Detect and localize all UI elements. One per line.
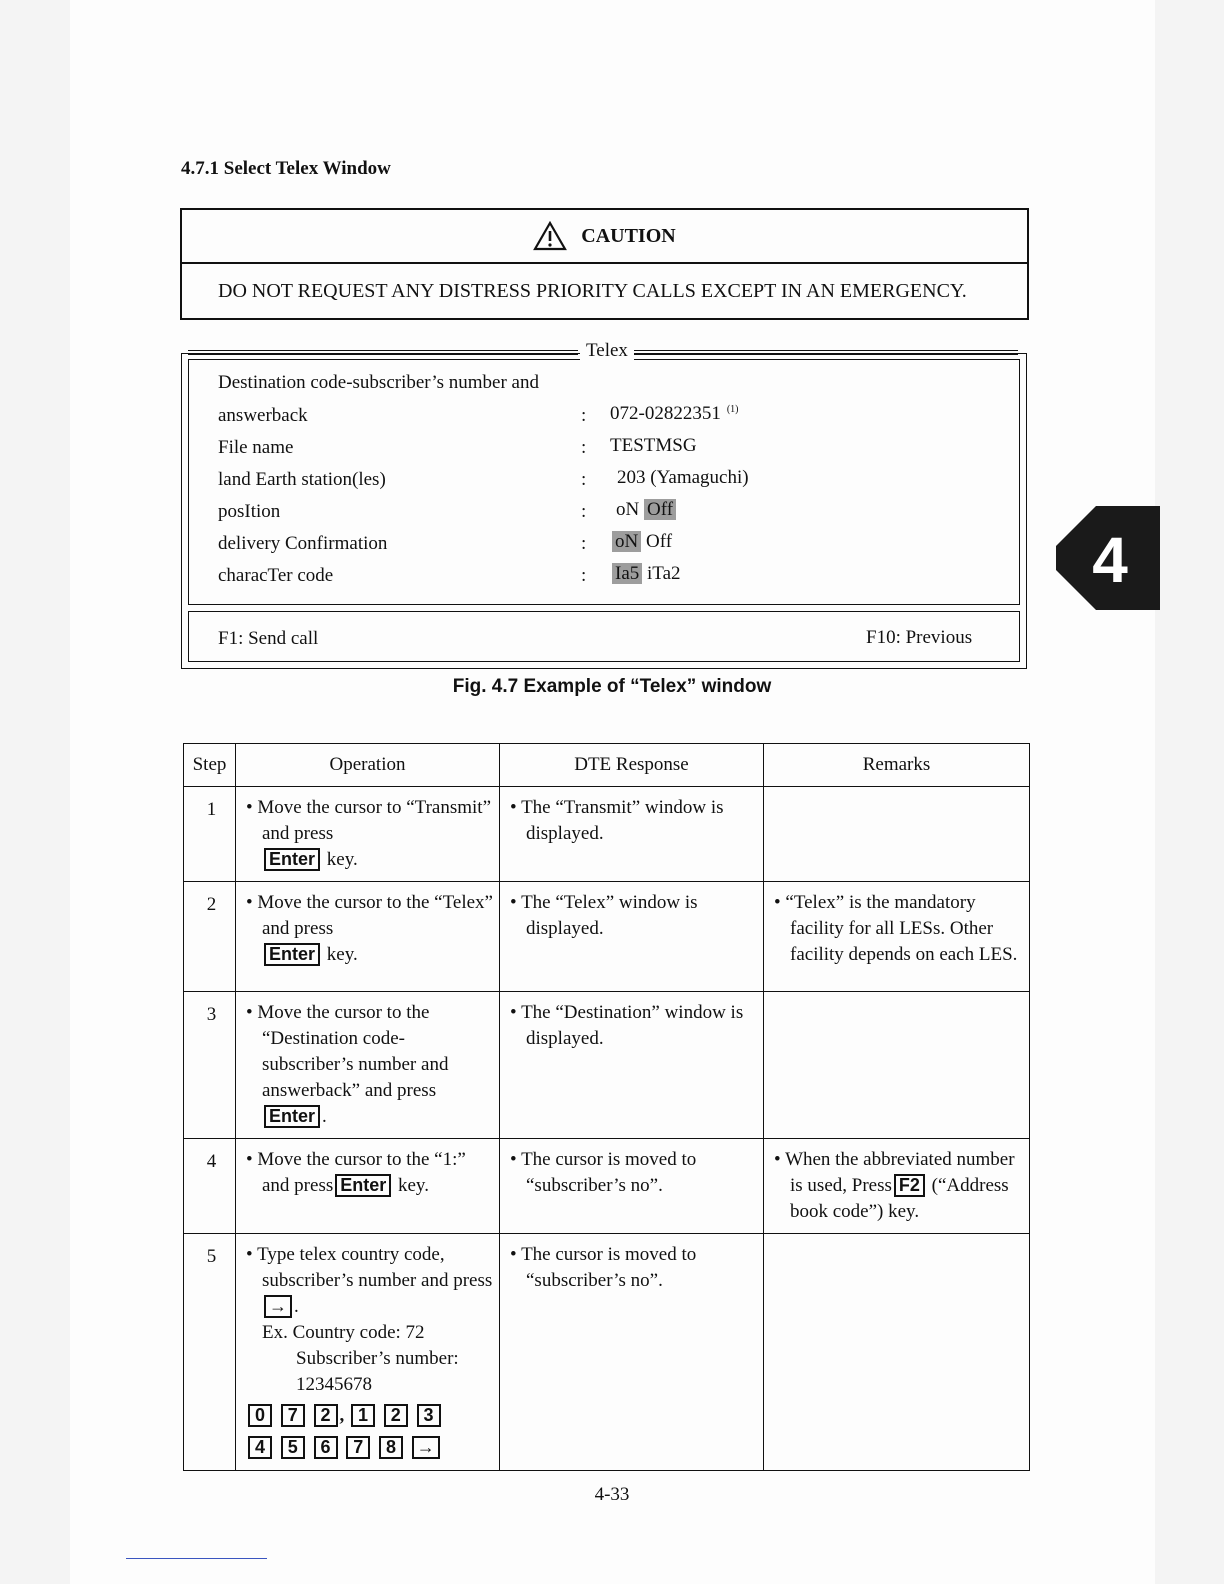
table-row [184,882,1030,992]
telex-window-titlebar [188,340,1018,366]
file-name-field[interactable]: TESTMSG [610,435,697,456]
delivery-option-on[interactable]: oN [612,531,641,552]
operation-text: • Move the cursor to the “1:” and press Enter key. [246,1149,466,1196]
dte-response-value: The cursor is moved to “subscriber’s no”. [521,1149,697,1196]
delivery-toggle[interactable] [612,531,672,553]
charcode-option-ita2[interactable]: iTa2 [647,563,681,584]
operation-text-b: key. [326,849,358,870]
example-line: 12345678 [296,1374,372,1395]
right-arrow-key: → [264,1295,292,1318]
header-remarks: Remarks [764,744,1030,787]
operation-cell [236,1234,500,1471]
figure-caption: Fig. 4.7 Example of “Telex” window [452,676,772,697]
field-label-file-name: File name [218,437,294,458]
field-label-destination: Destination code-subscriber’s number and [218,372,539,393]
key-sequence-row-1 [246,1402,493,1430]
field-colon: : [581,437,587,458]
table-row [184,1234,1030,1471]
position-option-on[interactable]: oN [616,499,640,520]
operation-text: • Move the cursor to “Transmit” and press Enter key. [246,797,492,870]
operation-text: • Type telex country code, subscriber’s number and press→ . [246,1244,493,1317]
remarks-text: • When the abbreviated number is used, Press F2 (“Address book code”) key. [774,1149,1015,1222]
section-title: 4.7.1 Select Telex Window [181,158,391,179]
dte-response-text: • The “Transmit” window is displayed. [510,797,724,844]
footnote-marker: (1) [726,403,739,415]
f2-key: F2 [894,1174,925,1197]
chapter-tab-number: 4 [1092,524,1128,596]
remarks-cell [764,1139,1030,1234]
operation-text-b: key. [326,944,358,965]
position-option-off[interactable]: Off [644,499,676,520]
dte-response-text: • The cursor is moved to “subscriber’s no”. [510,1149,697,1196]
step-number: 2 [184,882,236,992]
operation-text: • Move the cursor to the “Destination code-subscriber’s number and answerback” and press Enter . [246,1002,449,1127]
dte-response-cell [500,1139,764,1234]
header-dte-response: DTE Response [500,744,764,787]
field-label-position: posItion [218,501,281,522]
position-toggle[interactable] [616,499,676,521]
example-line: Subscriber’s number: [296,1348,459,1369]
enter-key: Enter [264,1105,320,1128]
send-call-key-hint[interactable]: F1: Send call [218,628,319,649]
dte-response-cell [500,787,764,882]
digit-key: 6 [314,1436,338,1459]
remarks-cell [764,1234,1030,1471]
field-colon: : [581,405,587,426]
field-colon: : [581,469,587,490]
delivery-option-off[interactable]: Off [645,531,673,552]
digit-key: 3 [417,1404,441,1427]
digit-key: 7 [281,1404,305,1427]
dte-response-cell [500,882,764,992]
step-number: 3 [184,992,236,1139]
field-colon: : [581,533,587,554]
digit-key: 2 [384,1404,408,1427]
field-colon: : [581,565,587,586]
operation-text-a: Move the cursor to “Transmit” and press [257,797,492,844]
operation-text-b: . [322,1106,327,1127]
remarks-cell [764,787,1030,882]
table-row [184,1139,1030,1234]
step-number: 4 [184,1139,236,1234]
dte-response-value: The “Telex” window is displayed. [521,892,698,939]
key-sequence-row-2 [246,1434,493,1462]
digit-key: 8 [379,1436,403,1459]
comma-separator: , [339,1405,345,1426]
dte-response-value: The cursor is moved to “subscriber’s no”. [521,1244,697,1291]
operation-cell [236,992,500,1139]
remarks-value: “Telex” is the mandatory facility for all LESs. Other facility depends on each LES. [785,892,1018,965]
header-operation: Operation [236,744,500,787]
digit-key: 5 [281,1436,305,1459]
les-field[interactable]: 203 (Yamaguchi) [617,467,749,488]
digit-key: 0 [248,1404,272,1427]
operation-text-b: . [294,1296,299,1317]
example-line: Ex. Country code: 72 [262,1322,425,1343]
digit-key: 7 [346,1436,370,1459]
page-number: 4-33 [594,1484,630,1505]
table-row [184,787,1030,882]
enter-key: Enter [335,1174,391,1197]
procedure-table [183,743,1030,1471]
digit-key: 1 [351,1404,375,1427]
dte-response-text: • The cursor is moved to “subscriber’s no”. [510,1244,697,1291]
digit-key: 4 [248,1436,272,1459]
operation-text: • Move the cursor to the “Telex” and press Enter key. [246,892,493,965]
table-row [184,992,1030,1139]
dte-response-text: • The “Destination” window is displayed. [510,1002,744,1049]
caution-text: DO NOT REQUEST ANY DISTRESS PRIORITY CALLS EXCEPT IN AN EMERGENCY. [218,280,967,302]
remarks-text-b: (“Address book code”) key. [790,1175,1009,1222]
header-step: Step [184,744,236,787]
field-label-charcode: characTer code [218,565,334,586]
operation-text-a: Type telex country code, subscriber’s number and press [257,1244,493,1291]
destination-number-value: 072-02822351 [610,403,721,424]
caution-header [182,210,1027,264]
charcode-option-ia5[interactable]: Ia5 [612,563,642,584]
step-number: 5 [184,1234,236,1471]
operation-text-a: Move the cursor to the “Destination code-subscriber’s number and answerback” and press [257,1002,449,1101]
caution-box [180,208,1029,320]
dte-response-cell [500,992,764,1139]
remarks-cell [764,882,1030,992]
warning-triangle-icon [533,221,567,251]
remarks-text-a: When the abbreviated number is used, Press [785,1149,1015,1196]
operation-cell [236,787,500,882]
operation-cell [236,1139,500,1234]
enter-key: Enter [264,943,320,966]
operation-text-a: Move the cursor to the “1:” and press [257,1149,466,1196]
field-label-les: land Earth station(les) [218,469,386,490]
digit-key: 2 [314,1404,338,1427]
dte-response-cell [500,1234,764,1471]
operation-text-a: Move the cursor to the “Telex” and press [257,892,493,939]
dte-response-text: • The “Telex” window is displayed. [510,892,698,939]
charcode-toggle[interactable] [612,563,681,585]
remarks-cell [764,992,1030,1139]
dte-response-value: The “Transmit” window is displayed. [521,797,724,844]
previous-key-hint[interactable]: F10: Previous [866,627,973,648]
field-label-answerback: answerback [218,405,308,426]
table-header-row [184,744,1030,787]
bottom-rule [126,1558,267,1559]
step-number: 1 [184,787,236,882]
chapter-tab [1056,506,1160,610]
title-rule-right [628,350,1018,355]
field-colon: : [581,501,587,522]
remarks-text: • “Telex” is the mandatory facility for all LESs. Other facility depends on each LES. [774,892,1018,965]
field-label-delivery: delivery Confirmation [218,533,388,554]
title-rule-left [188,350,578,355]
right-arrow-key: → [412,1436,440,1459]
caution-label: CAUTION [581,224,676,247]
operation-cell [236,882,500,992]
telex-window-title: Telex [580,340,634,362]
enter-key: Enter [264,848,320,871]
destination-number-field[interactable] [610,403,739,425]
dte-response-value: The “Destination” window is displayed. [521,1002,744,1049]
operation-text-b: key. [398,1175,429,1196]
